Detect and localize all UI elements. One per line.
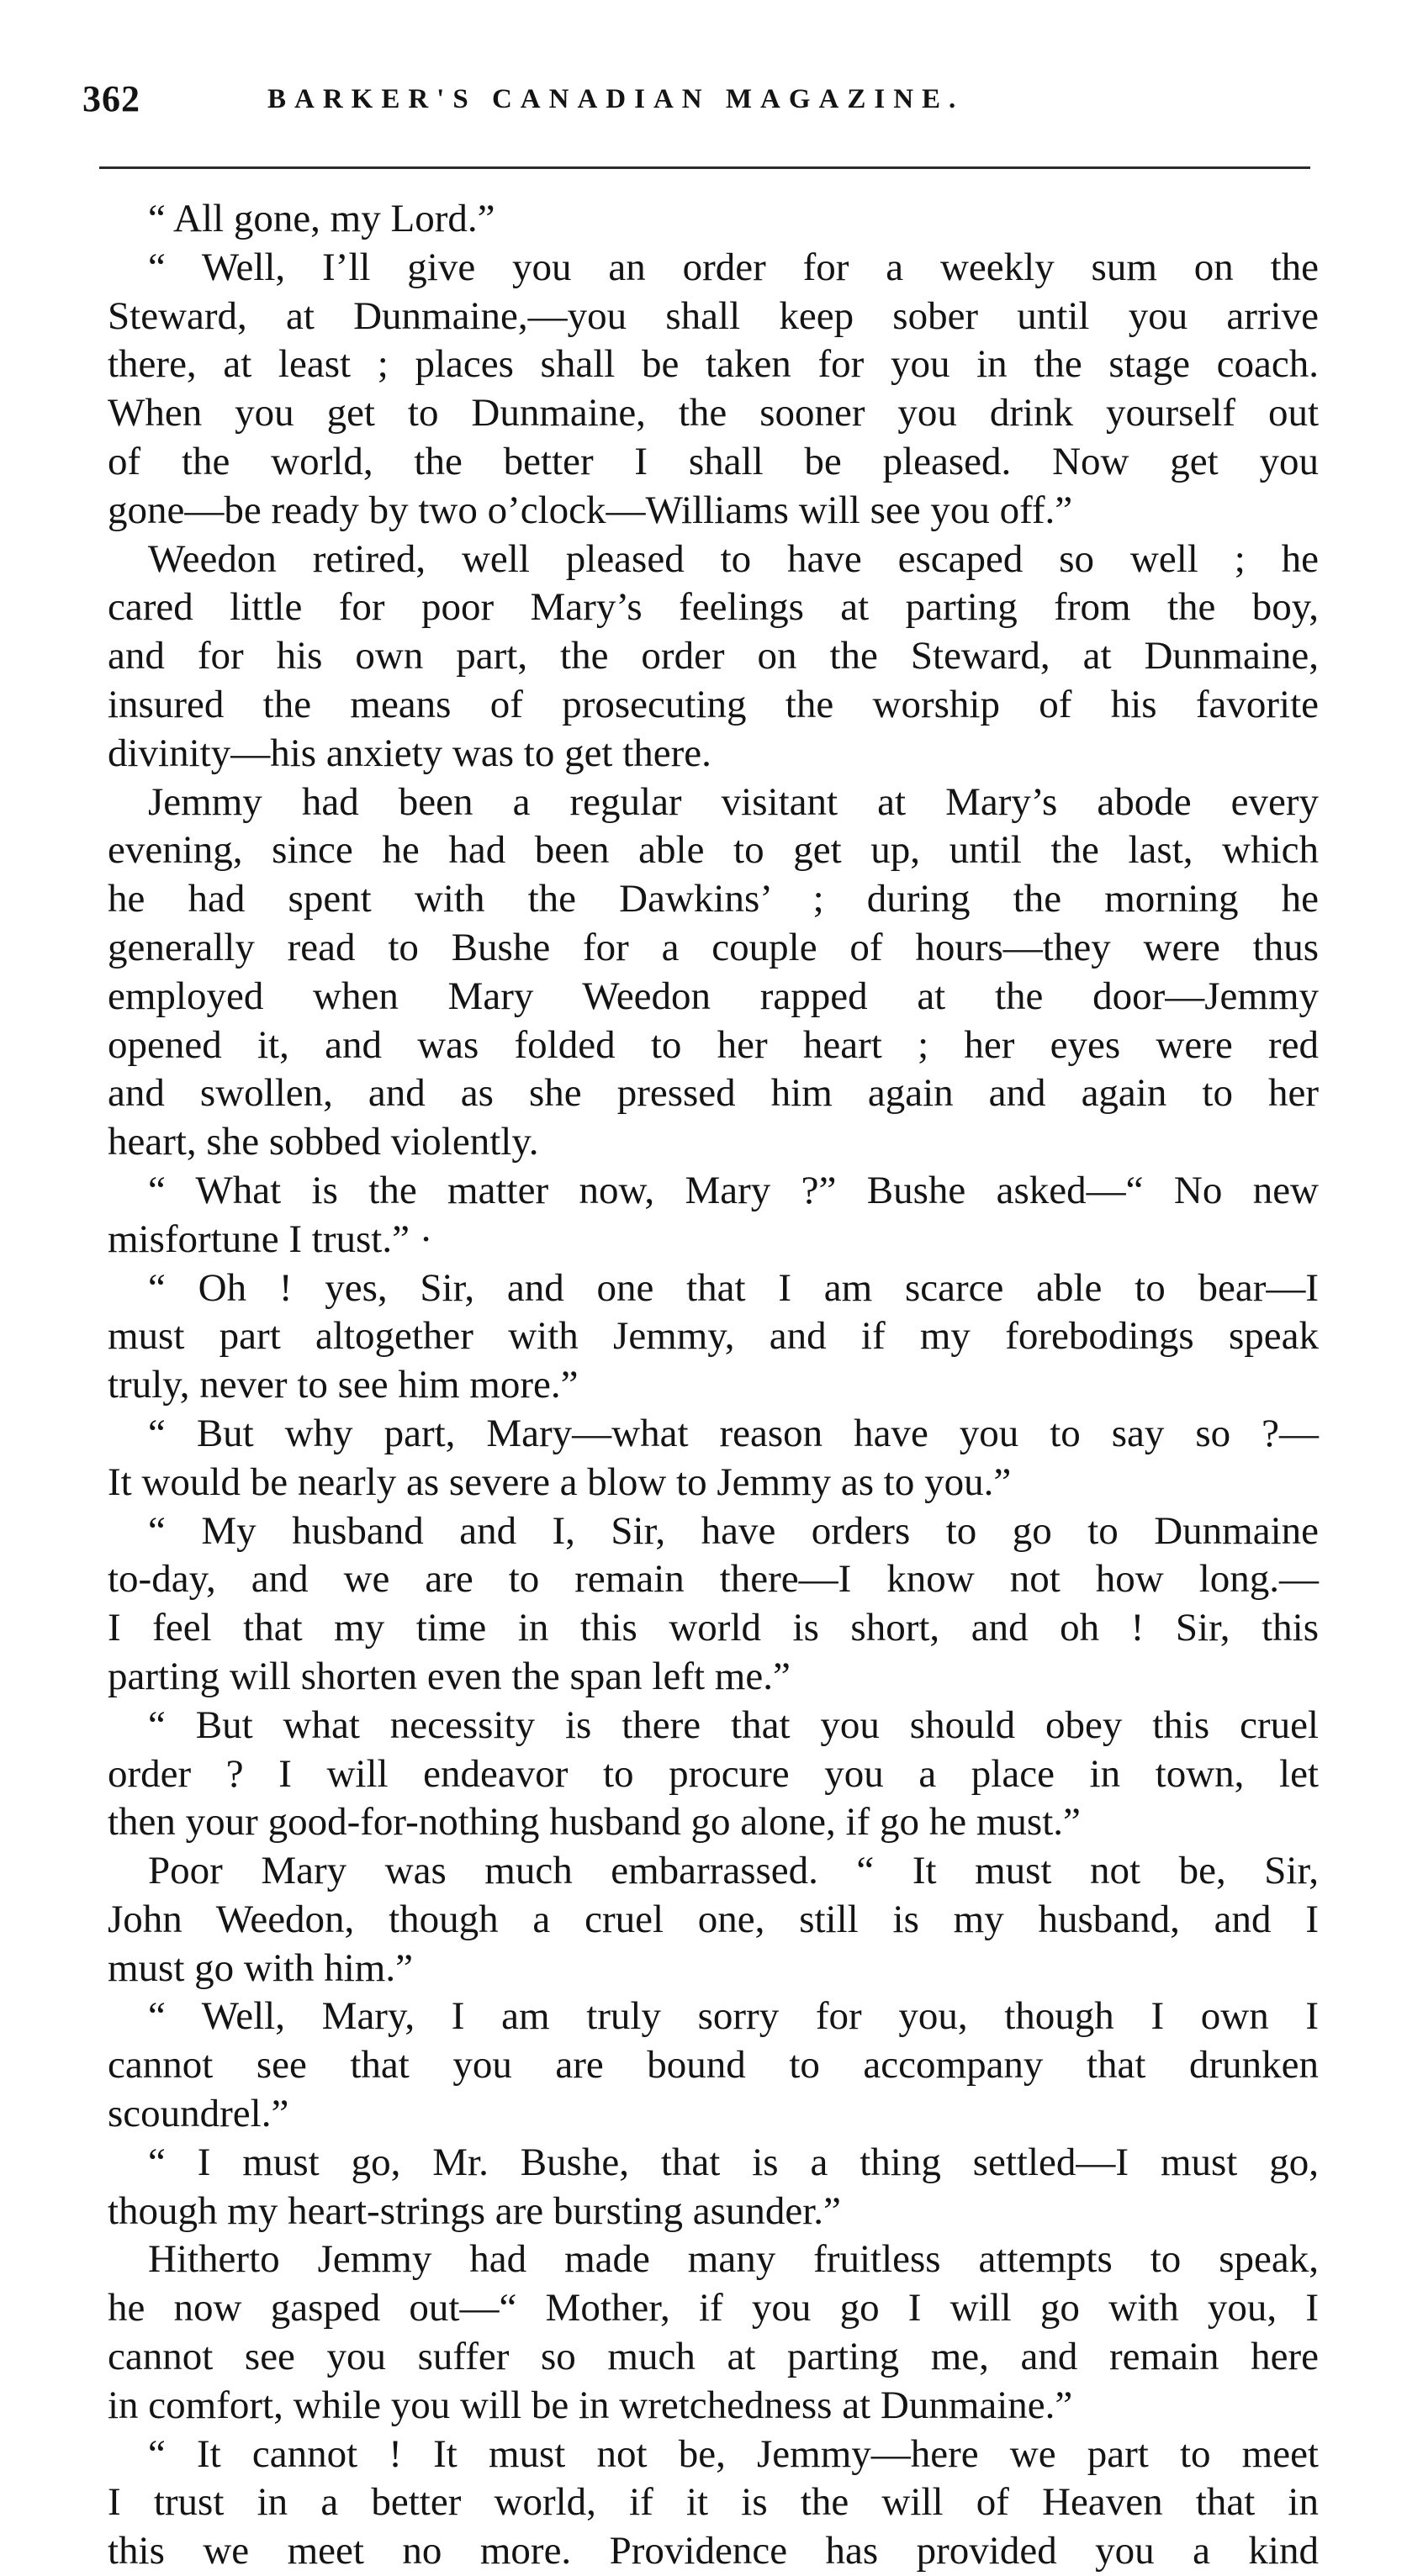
text-line: I trust in a better world, if it is the will of Heaven that in [108,2480,1319,2525]
text-line: John Weedon, though a cruel one, still is my husband, and I [108,1897,1319,1941]
text-line: he had spent with the Dawkins’ ; during the morning he [108,877,1319,921]
text-line: “ My husband and I, Sir, have orders to go to Dunmaine [148,1508,1319,1553]
text-line: “ Well, I’ll give you an order for a weekly sum on the [148,245,1319,289]
running-head [82,74,1327,124]
text-line: Hitherto Jemmy had made many fruitless attempts to speak, [148,2237,1319,2282]
text-line: cannot see you suffer so much at parting me, and remain here [108,2335,1319,2379]
text-line: parting will shorten even the span left me.” [108,1654,791,1698]
text-line: cared little for poor Mary’s feelings at parting from the boy, [108,585,1319,630]
text-line: I feel that my time in this world is short, and oh ! Sir, this [108,1606,1319,1650]
text-line: truly, never to see him more.” [108,1363,579,1407]
text-line: “ It cannot ! It must not be, Jemmy—here we part to meet [148,2431,1319,2476]
text-line: Steward, at Dunmaine,—you shall keep sober until you arrive [108,293,1319,338]
text-line: gone—be ready by two o’clock—Williams will see you off.” [108,488,1073,532]
text-line: “ I must go, Mr. Bushe, that is a thing settled—I must go, [148,2140,1319,2184]
header-rule [99,166,1310,169]
body-text [108,195,1319,2576]
text-line: and for his own part, the order on the Steward, at Dunmaine, [108,634,1319,678]
text-line: “ What is the matter now, Mary ?” Bushe asked—“ No new [148,1168,1319,1212]
text-line: and swollen, and as she pressed him again and again to her [108,1071,1319,1116]
text-line: scoundrel.” [108,2092,289,2136]
text-line: must part altogether with Jemmy, and if my forebodings speak [108,1314,1319,1359]
text-line: there, at least ; places shall be taken for you in the stage coach. [108,342,1319,387]
text-line: “ Well, Mary, I am truly sorry for you, though I own I [148,1994,1319,2039]
text-line: “ Oh ! yes, Sir, and one that I am scarce able to bear—I [148,1265,1319,1310]
text-line: Weedon retired, well pleased to have escaped so well ; he [148,536,1319,581]
text-line: insured the means of prosecuting the worship of his favorite [108,682,1319,726]
text-line: When you get to Dunmaine, the sooner you drink yourself out [108,391,1319,435]
text-line: “ But what necessity is there that you should obey this cruel [148,1702,1319,1747]
text-line: “ All gone, my Lord.” [148,197,495,240]
page-number: 362 [82,78,140,119]
text-line: Jemmy had been a regular visitant at Mary’s abode every [148,779,1319,824]
text-line: in comfort, while you will be in wretchedness at Dunmaine.” [108,2383,1073,2427]
text-line: though my heart-strings are bursting asunder.” [108,2188,841,2233]
magazine-title: BARKER'S CANADIAN MAGAZINE. [267,84,965,114]
text-line: cannot see that you are bound to accompany that drunken [108,2043,1319,2088]
text-line: It would be nearly as severe a blow to Jemmy as to you.” [108,1460,1012,1504]
text-line: to-day, and we are to remain there—I know not how long.— [108,1557,1319,1602]
text-line: of the world, the better I shall be pleased. Now get you [108,439,1319,483]
text-line: order ? I will endeavor to procure you a place in town, let [108,1751,1319,1796]
text-line: then your good-for-nothing husband go alone, if go he must.” [108,1800,1081,1845]
text-line: Poor Mary was much embarrassed. “ It must not be, Sir, [148,1849,1319,1893]
text-line: evening, since he had been able to get up, until the last, which [108,828,1319,873]
text-line: this we meet no more. Providence has provided you a kind [108,2529,1319,2573]
text-line: divinity—his anxiety was to get there. [108,731,711,775]
text-line: employed when Mary Weedon rapped at the door—Jemmy [108,974,1319,1018]
text-line: opened it, and was folded to her heart ; her eyes were red [108,1022,1319,1067]
text-line: generally read to Bushe for a couple of hours—they were thus [108,925,1319,969]
text-line: he now gasped out—“ Mother, if you go I will go with you, I [108,2286,1319,2331]
text-line: heart, she sobbed violently. [108,1120,539,1164]
text-line: misfortune I trust.” · [108,1217,433,1261]
text-line: “ But why part, Mary—what reason have you to say so ?— [148,1411,1319,1455]
text-line: must go with him.” [108,1945,413,1990]
